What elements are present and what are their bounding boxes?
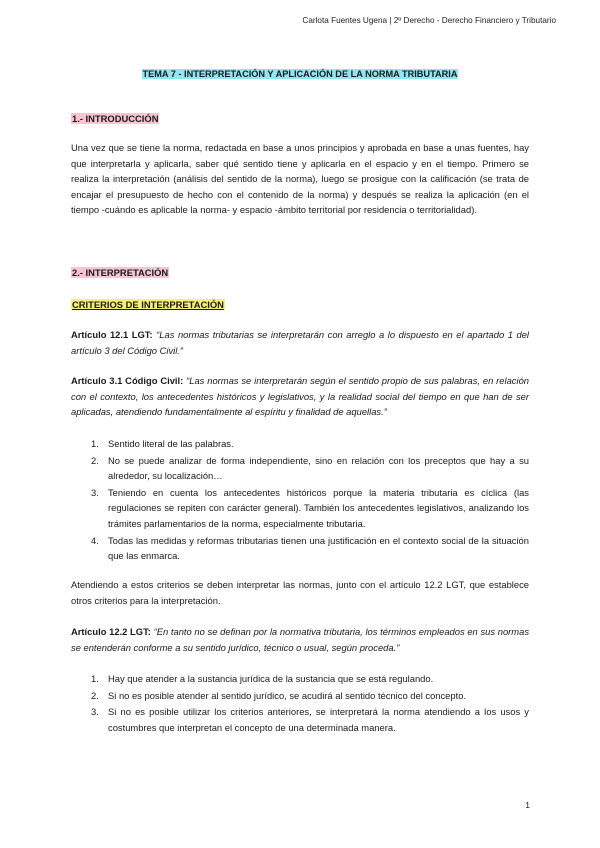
article-3-1-codigo-civil xyxy=(71,373,529,420)
list-item: 1. Hay que atender a la sustancia jurídica de la sustancia que se está regulando. xyxy=(91,673,434,684)
list-item: 3. Si no es posible utilizar los criterios anteriores, se interpretará la norma atendiendo a los usos y costumbres que interpretan el concepto de una determinada manera. xyxy=(91,706,529,733)
list-item: 3. Teniendo en cuenta los antecedentes históricos porque la materia tributaria es cíclica (las regulaciones se repiten con carácter general). También los antecedentes legislativos, analizando los trámites parlamentarios de la norma, especialmente tributaria. xyxy=(91,486,529,529)
criteria-list xyxy=(91,436,529,564)
article-label: Artículo 12.2 LGT: xyxy=(71,626,151,637)
document-title: TEMA 7 - INTERPRETACIÓN Y APLICACIÓN DE LA NORMA TRIBUTARIA xyxy=(142,69,458,79)
paragraph-criterios: Atendiendo a estos criterios se deben interpretar las normas, junto con el artículo 12.2 LGT, que establece otros criterios para la interpretación. xyxy=(71,579,529,606)
article-12-2-lgt xyxy=(71,624,529,655)
section-heading-introduccion: 1.- INTRODUCCIÓN xyxy=(72,113,159,124)
article-quote: “Las normas se interpretarán según el sentido propio de sus palabras, en relación con el contexto, los antecedentes históricos y legislativos, y la realidad social del tiempo en que han de ser aplicadas, atendiendo fundamentalmente al espíritu y finalidad de aquellas.” xyxy=(71,375,530,418)
article-12-1-lgt xyxy=(71,327,529,358)
article-label: Artículo 12.1 LGT: xyxy=(71,329,153,340)
article-label: Artículo 3.1 Código Civil: xyxy=(71,375,184,386)
section-heading-interpretacion: 2.- INTERPRETACIÓN xyxy=(72,267,169,278)
article-quote: “En tanto no se definan por la normativa tributaria, los términos empleados en sus normas se entenderán conforme a su sentido jurídico, técnico o usual, según proceda.” xyxy=(71,626,530,653)
page-number: 1 xyxy=(525,800,530,810)
subheading-criterios: CRITERIOS DE INTERPRETACIÓN xyxy=(72,299,224,310)
terms-criteria-list xyxy=(91,671,529,735)
list-item: 2. Si no es posible atender al sentido jurídico, se acudirá al sentido técnico del concepto. xyxy=(91,689,467,701)
list-item: 2. No se puede analizar de forma independiente, sino en relación con los preceptos que hay a su alrededor, su localización… xyxy=(91,454,529,482)
article-quote: “Las normas tributarias se interpretarán con arreglo a lo dispuesto en el apartado 1 del artículo 3 del Código Civil.” xyxy=(71,329,529,356)
list-item: 1. Sentido literal de las palabras. xyxy=(91,438,234,449)
list-item: 4. Todas las medidas y reformas tributarias tienen una justificación en el contexto social de la situación que las enmarca. xyxy=(91,534,529,562)
page-header: Carlota Fuentes Ugena | 2º Derecho - Derecho Financiero y Tributario xyxy=(302,16,556,25)
intro-paragraph: Una vez que se tiene la norma, redactada en base a unos principios y aprobada en base a unas fuentes, hay que interpretarla y aplicarla, saber qué sentido tiene y aplicarla en el espacio y en el tiempo. Primero se realiza la interpretación (análisis del sentido de la norma), luego se prosigue con la calificación (se trata de encajar el presupuesto de hecho con el contenido de la norma) y después se realiza la aplicación (en el tiempo -cuándo es aplicable la norma- y espacio -ámbito territorial por residencia o territorialidad). xyxy=(71,142,529,216)
